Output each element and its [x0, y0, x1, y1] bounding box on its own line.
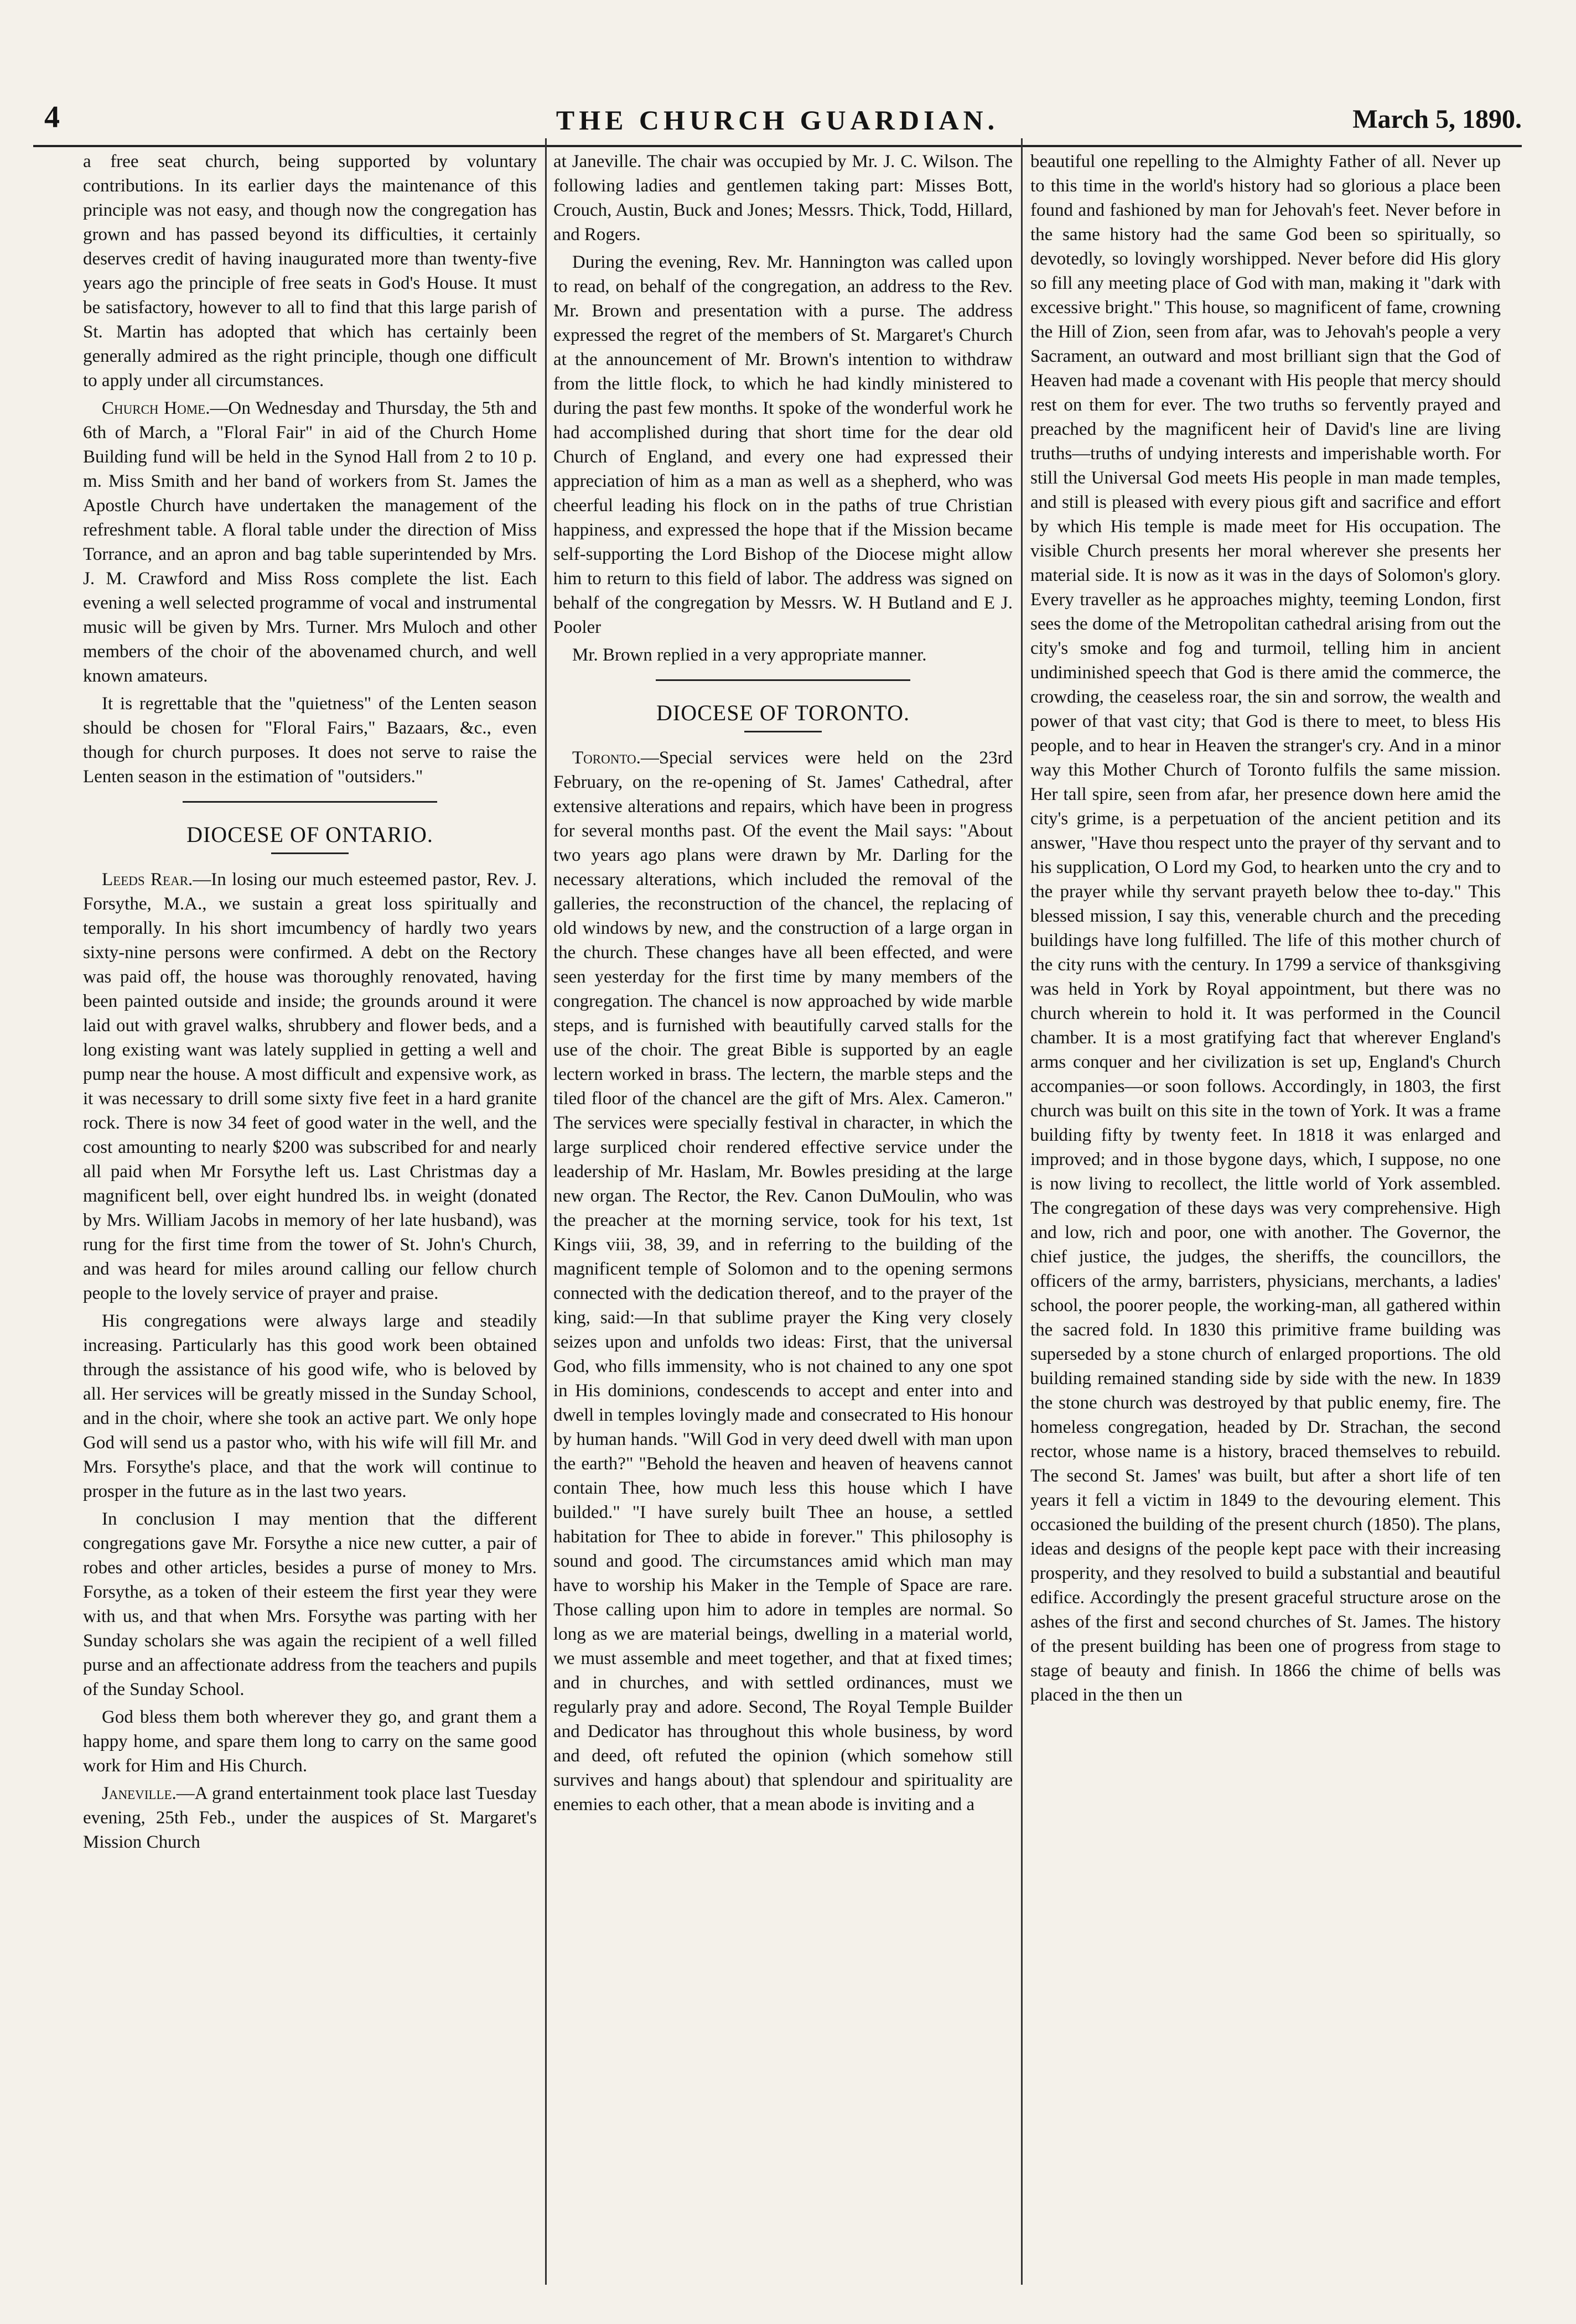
column-divider-1 — [545, 138, 547, 2285]
article-lead: Leeds Rear. — [102, 870, 193, 890]
article-paragraph — [83, 396, 537, 688]
article-text: —A grand entertainment took place last Tuesday evening, 25th Feb., under the auspices of St. Margaret's Mission Church — [83, 1784, 537, 1852]
section-heading: DIOCESE OF ONTARIO. — [186, 822, 433, 847]
newspaper-title: THE CHURCH GUARDIAN. — [556, 105, 999, 136]
section-rule — [656, 679, 910, 681]
article-paragraph: In conclusion I may mention that the different congregations gave Mr. Forsythe a nice new cutter, a pair of robes and other articles, besides a purse of money to Mrs. Forsythe, as a token of their esteem the first year they were with us, and that when Mrs. Forsythe was parting with her Sunday scholars she was again the recipient of a well filled purse and an affectionate address from the teachers and pupils of the Sunday School. — [83, 1509, 537, 1699]
page-header — [33, 83, 1522, 149]
issue-date: March 5, 1890. — [1352, 105, 1522, 134]
section-heading: DIOCESE OF TORONTO. — [656, 700, 910, 725]
article-lead: Toronto. — [572, 748, 641, 768]
heading-rule — [744, 731, 822, 732]
section-rule — [183, 801, 437, 803]
article-lead: Janeville. — [102, 1784, 177, 1803]
article-paragraph: His congregations were always large and steadily increasing. Particularly has this good work been obtained through the assistance of his good wife, who is beloved by all. Her services will be greatly missed in the Sunday School, and in the choir, where she took an active part. We only hope God will send us a pastor who, with his wife will fill Mr. and Mrs. Forsythe's place, and that the work will continue to prosper in the future as in the last two years. — [83, 1311, 537, 1501]
article-paragraph: Mr. Brown replied in a very appropriate manner. — [572, 645, 927, 665]
article-paragraph: a free seat church, being supported by voluntary contributions. In its earlier days the maintenance of this principle was not easy, and though now the congregation has grown and has passed beyond its difficulties, it certainly deserves credit of having inaugurated more than twenty-five years ago the principle of free seats in God's House. It must be satisfactory, however to all to find that this large parish of St. Martin has adopted that which has certainly been generally admired as the right principle, though one difficult to apply under all circumstances. — [83, 152, 537, 391]
article-paragraph: God bless them both wherever they go, and grant them a happy home, and spare them long to carry on the same good work for Him and His Church. — [83, 1707, 537, 1776]
column-divider-2 — [1021, 138, 1023, 2285]
article-paragraph — [83, 867, 537, 1306]
article-text: —Special services were held on the 23rd February, on the re-opening of St. James' Cathedral, after extensive alterations and repairs, which have been in progress for several months past. Of the event the Mail says: "About two years ago plans were drawn by Mr. Darling for the necessary alterations, which included the removal of the galleries, the reconstruction of the chancel, the replacing of old windows by new, and the construction of a large organ in the church. These changes have all been effected, and were seen yesterday for the first time by many members of the congregation. The chancel is now approached by wide marble steps, and is furnished with beautifully carved stalls for the use of the choir. The great Bible is supported by an eagle lectern worked in brass. The lectern, the marble steps and the tiled floor of the chancel are the gift of Mrs. Alex. Cameron." The services were specially festival in character, in which the large surpliced choir rendered effective service under the leadership of Mr. Haslam, Mr. Bowles presiding at the large new organ. The Rector, the Rev. Canon DuMoulin, who was the preacher at the morning service, took for his text, 1st Kings viii, 38, 39, and in referring to the building of the magnificent temple of Solomon and to the opening sermons connected with the dedication thereof, and to the prayer of the king, said:—In that sublime prayer the King very closely seizes upon and unfolds two ideas: First, that the universal God, who fills immensity, who is not chained to any one spot in His dominions, condescends to accept and enter into and dwell in temples lovingly made and consecrated to His honour by human hands. "Will God in very deed dwell with man upon the earth?" "Behold the heaven and heaven of heavens cannot contain Thee, how much less this house which I have builded." "I have surely built Thee an house, a settled habitation for Thee to abide in forever." This philosophy is sound and good. The circumstances amid which man may have to worship his Maker in the Temple of Space are rare. Those calling upon him to adore in temples are normal. So long as we are material beings, dwelling in a material world, we must assemble and meet together, and that at fixed times; and in churches, and with settled ordinances, must we regularly pray and adore. Second, The Royal Temple Builder and Dedicator has throughout this whole business, by word and deed, oft refuted the opinion (which somehow still survives and hangs about) that splendour and spirituality are enemies to each other, that a mean abode is inviting and a — [553, 748, 1013, 1815]
heading-rule — [271, 852, 349, 854]
column-1 — [83, 149, 537, 2285]
article-text: —On Wednesday and Thursday, the 5th and 6th of March, a "Floral Fair" in aid of the Church Home Building fund will be held in the Synod Hall from 2 to 10 p. m. Miss Smith and her band of workers from St. James the Apostle Church have undertaken the management of the refreshment table. A floral table under the direction of Miss Torrance, and an apron and bag table superintended by Mrs. J. M. Crawford and Miss Ross complete the list. Each evening a well selected programme of vocal and instrumental music will be given by Mrs. Turner. Mrs Muloch and other members of the choir of the abovenamed church, and well known amateurs. — [83, 398, 537, 686]
article-paragraph: It is regrettable that the "quietness" of the Lenten season should be chosen for "Floral Fairs," Bazaars, &c., even though for church purposes. It does not serve to raise the Lenten season in the estimation of "outsiders." — [83, 694, 537, 787]
article-paragraph: During the evening, Rev. Mr. Hannington was called upon to read, on behalf of the congregation, an address to the Rev. Mr. Brown and presentation with a purse. The address expressed the regret of the members of St. Margaret's Church at the announcement of Mr. Brown's intention to withdraw from the little flock, to which he had kindly ministered to during the past few months. It spoke of the wonderful work he had accomplished during that short time for the dear old Church of England, and every one had expressed their appreciation of him as a man as well as a shepherd, who was cheerful leading his flock on in the paths of true Christian happiness, and expressed the hope that if the Mission became self-supporting the Lord Bishop of the Diocese might allow him to return to this field of labor. The address was signed on behalf of the congregation by Messrs. W. H Butland and E J. Pooler — [553, 252, 1013, 637]
article-paragraph: beautiful one repelling to the Almighty Father of all. Never up to this time in the world's history had so glorious a place been found and fashioned by man for Jehovah's feet. Never before in the same history had the same God been so spiritually, so devotedly, so lovingly worshipped. Never before did His glory so fill any meeting place of God with man, making it "dark with excessive bright." This house, so magnificent of fame, crowning the Hill of Zion, seen from afar, was to Jehovah's people a very Sacrament, an outward and most brilliant sign that the God of Heaven had made a covenant with His people that mercy should rest on them for ever. The two truths so fervently prayed and preached by the magnificent heir of David's line are living truths—truths of undying interests and imperishable worth. For still the Universal God meets His people in man made temples, and still is pleased with every pious gift and sacrifice and effort by which His temple is made meet for His occupation. The visible Church presents her moral wherever she presents her material side. It is now as it was in the days of Solomon's glory. Every traveller as he approaches mighty, teeming London, first sees the dome of the Metropolitan cathedral arising from out the city's smoke and fog and turmoil, telling him in ancient undiminished speech that God is there amid the commerce, the crowding, the ceaseless roar, the sin and sorrow, the wealth and power of that vast city; that God is there to meet, to bless His people, and to hear in Heaven the stranger's cry. And in a minor way this Mother Church of Toronto fulfils the same mission. Her tall spire, seen from afar, her presence down here amid the city's grime, is a perpetuation of the ancient petition and its answer, "Have thou respect unto the prayer of thy servant and to his supplication, O Lord my God, to hearken unto the cry and to the prayer while thy servant prayeth below thee to-day." This blessed mission, I say this, venerable church and the preceding buildings have long fulfilled. The life of this mother church of the city runs with the century. In 1799 a service of thanksgiving was held in York by Royal appointment, but there was no church wherein to hold it. It was performed in the Council chamber. It is a most gratifying fact that wherever England's arms conquer and her civilization is set up, England's Church accompanies—or soon follows. Accordingly, in 1803, the first church was built on this site in the town of York. It was a frame building fifty by twenty feet. In 1818 it was enlarged and improved; and in those bygone days, which, I suppose, no one is now living to recollect, the little world of York assembled. The congregation of these days was very comprehensive. High and low, rich and poor, one with another. The Governor, the chief justice, the judges, the sheriffs, the councillors, the officers of the army, barristers, physicians, merchants, a ladies' school, the poorer people, the working-man, all gathered within the sacred fold. In 1830 this primitive frame building was superseded by a stone church of enlarged proportions. The old building remained standing side by side with the new. In 1839 the stone church was destroyed by that public enemy, fire. The homeless congregation, headed by Dr. Strachan, the second rector, whose name is a history, braced themselves to rebuild. The second St. James' was built, but after a short life of ten years it fell a victim in 1849 to the devouring element. This occasioned the building of the present church (1850). The plans, ideas and designs of the people kept pace with their increasing prosperity, and they resolved to build a substantial and beautiful edifice. Accordingly the present graceful structure arose on the ashes of the first and second churches of St. James. The history of the present building has been one of progress from stage to stage of beauty and finish. In 1866 the chime of bells was placed in the then un — [1030, 152, 1501, 1705]
column-3 — [1030, 149, 1501, 2285]
header-rule — [33, 145, 1522, 147]
article-paragraph — [553, 746, 1013, 1817]
column-2 — [553, 149, 1013, 2285]
article-paragraph: at Janeville. The chair was occupied by Mr. J. C. Wilson. The following ladies and gentlemen taking part: Misses Bott, Crouch, Austin, Buck and Jones; Messrs. Thick, Todd, Hillard, and Rogers. — [553, 152, 1013, 245]
article-paragraph — [83, 1781, 537, 1854]
article-lead: Church Home. — [102, 398, 210, 418]
page-number: 4 — [44, 100, 60, 134]
article-text: —In losing our much esteemed pastor, Rev. J. Forsythe, M.A., we sustain a great loss spiritually and temporally. In his short imcumbency of hardly two years sixty-nine persons were confirmed. A debt on the Rectory was paid off, the house was thoroughly renovated, having been painted outside and inside; the grounds around it were laid out with gravel walks, shrubbery and flower beds, and a long existing want was lately supplied in getting a well and pump near the house. A most difficult and expensive work, as it was necessary to drill some sixty five feet in a hard granite rock. There is now 34 feet of good water in the well, and the cost amounting to nearly $200 was subscribed for and nearly all paid when Mr Forsythe left us. Last Christmas day a magnificent bell, over eight hundred lbs. in weight (donated by Mrs. William Jacobs in memory of her late husband), was rung for the first time from the tower of St. John's Church, and was heard for miles around calling our fellow church people to the lovely service of prayer and praise. — [83, 870, 537, 1303]
